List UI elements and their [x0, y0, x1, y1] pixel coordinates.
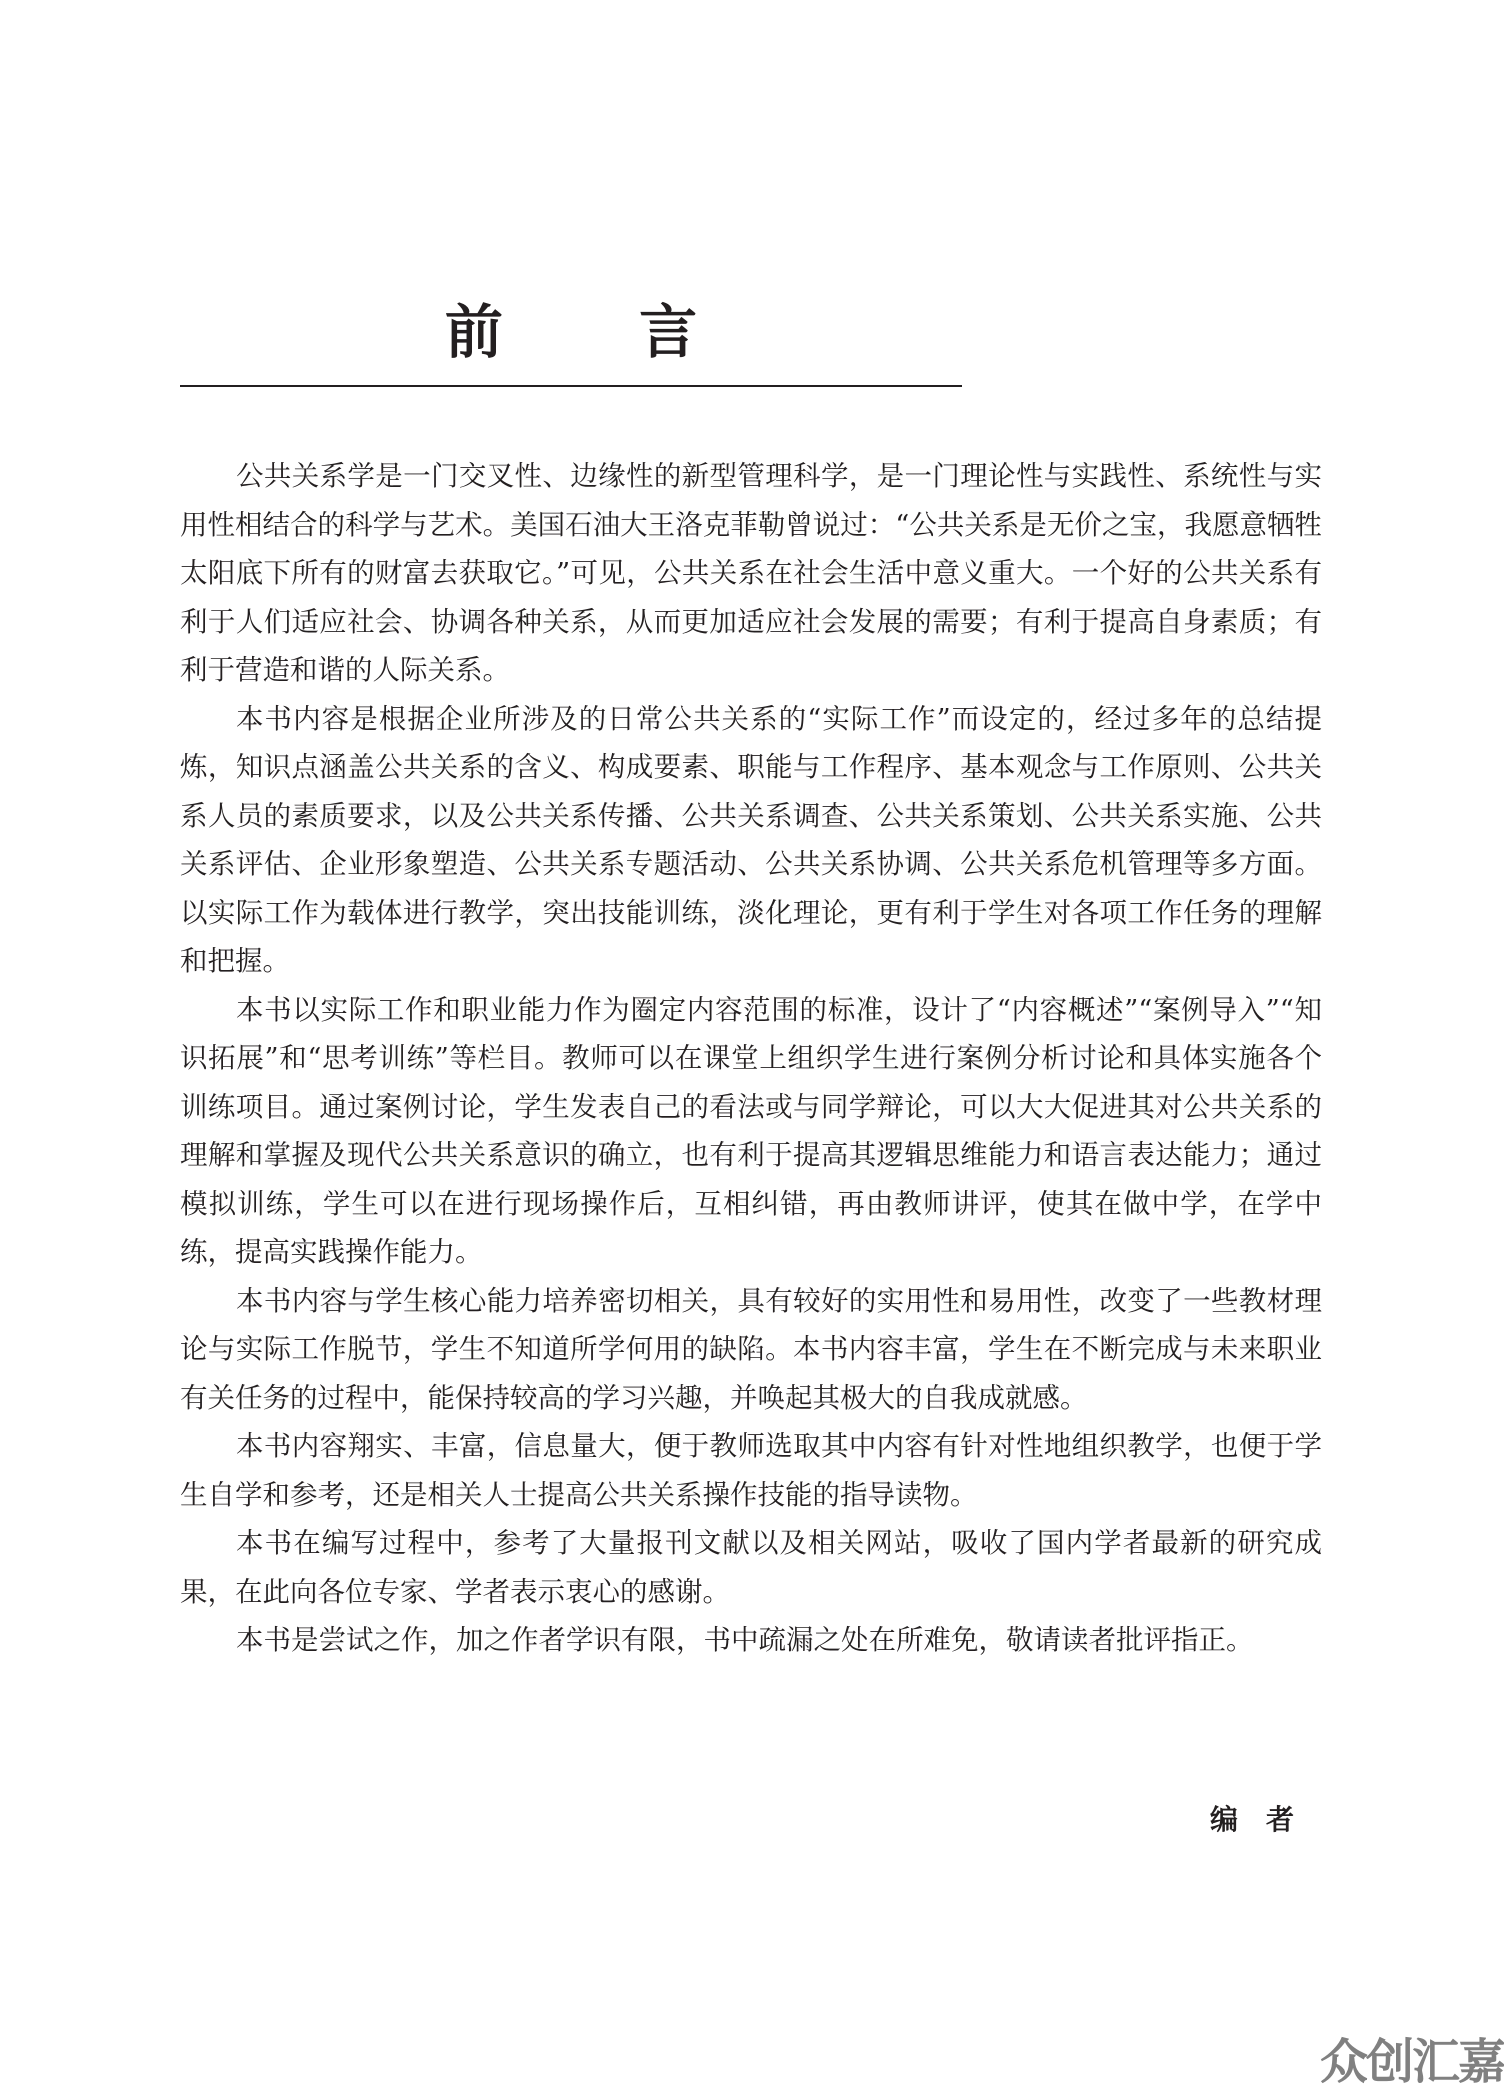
paragraph-5: 本书内容翔实、丰富，信息量大，便于教师选取其中内容有针对性地组织教学，也便于学生自学和参考，还是相关人士提高公共关系操作技能的指导读物。: [180, 1430, 1322, 1511]
page-title: 前 言: [444, 298, 756, 366]
author-signature: 编者: [1209, 1803, 1322, 1836]
title-underline: [180, 385, 962, 387]
watermark-logo: 众创汇嘉: [1319, 2034, 1504, 2090]
paragraph-1: 公共关系学是一门交叉性、边缘性的新型管理科学，是一门理论性与实践性、系统性与实用性相结合的科学与艺术。美国石油大王洛克菲勒曾说过：“公共关系是无价之宝，我愿意牺牲太阳底下所有的财富去获取它。”可见，公共关系在社会生活中意义重大。一个好的公共关系有利于人们适应社会、协调各种关系，从而更加适应社会发展的需要；有利于提高自身素质；有利于营造和谐的人际关系。: [180, 460, 1322, 686]
paragraph-7: 本书是尝试之作，加之作者学识有限，书中疏漏之处在所难免，敬请读者批评指正。: [236, 1624, 1254, 1656]
paragraph-2: 本书内容是根据企业所涉及的日常公共关系的“实际工作”而设定的，经过多年的总结提炼，知识点涵盖公共关系的含义、构成要素、职能与工作程序、基本观念与工作原则、公共关系人员的素质要求，以及公共关系传播、公共关系调查、公共关系策划、公共关系实施、公共关系评估、企业形象塑造、公共关系专题活动、公共关系协调、公共关系危机管理等多方面。以实际工作为载体进行教学，突出技能训练，淡化理论，更有利于学生对各项工作任务的理解和把握。: [180, 702, 1322, 977]
paragraph-3: 本书以实际工作和职业能力作为圈定内容范围的标准，设计了“内容概述”“案例导入”“知识拓展”和“思考训练”等栏目。教师可以在课堂上组织学生进行案例分析讨论和具体实施各个训练项目。通过案例讨论，学生发表自己的看法或与同学辩论，可以大大促进其对公共关系的理解和掌握及现代公共关系意识的确立，也有利于提高其逻辑思维能力和语言表达能力；通过模拟训练，学生可以在进行现场操作后，互相纠错，再由教师讲评，使其在做中学，在学中练，提高实践操作能力。: [180, 993, 1322, 1268]
paragraph-6: 本书在编写过程中，参考了大量报刊文献以及相关网站，吸收了国内学者最新的研究成果，在此向各位专家、学者表示衷心的感谢。: [180, 1527, 1322, 1608]
paragraph-4: 本书内容与学生核心能力培养密切相关，具有较好的实用性和易用性，改变了一些教材理论与实际工作脱节，学生不知道所学何用的缺陷。本书内容丰富，学生在不断完成与未来职业有关任务的过程中，能保持较高的学习兴趣，并唤起其极大的自我成就感。: [180, 1284, 1322, 1414]
preface-body: [180, 452, 1322, 1665]
